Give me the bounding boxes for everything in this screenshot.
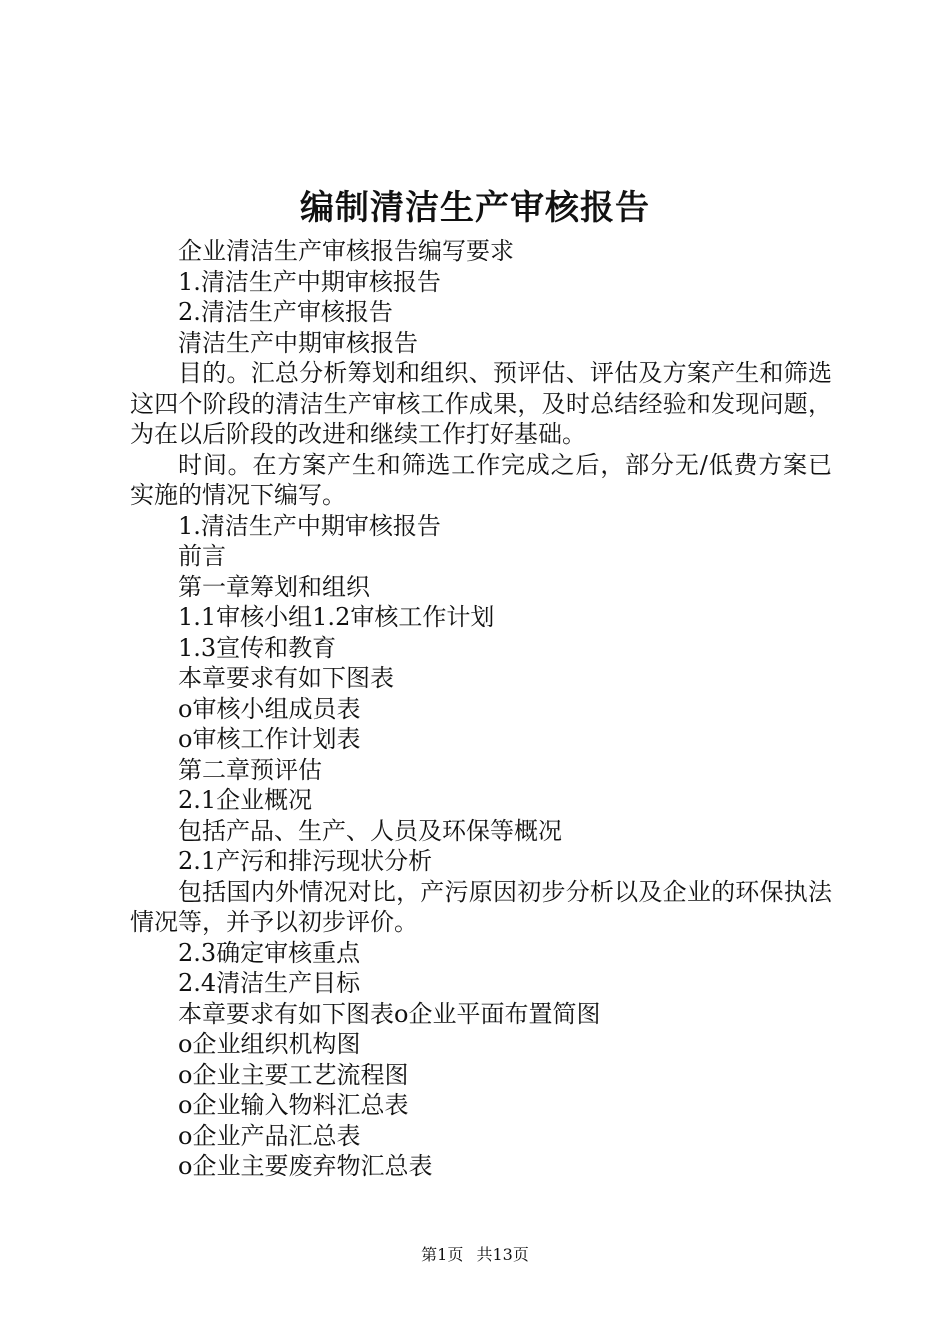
page-number: 第1页 — [421, 1245, 464, 1264]
paragraph: 2.1产污和排污现状分析 — [178, 847, 433, 875]
paragraph: 前言 — [178, 542, 226, 570]
paragraph: 1.1审核小组1.2审核工作计划 — [178, 603, 495, 631]
paragraph: 1.清洁生产中期审核报告 — [178, 511, 441, 540]
paragraph: 2.4清洁生产目标 — [178, 969, 361, 997]
paragraph: o企业主要废弃物汇总表 — [178, 1152, 433, 1180]
paragraph: o企业输入物料汇总表 — [178, 1091, 409, 1119]
paragraph: 本章要求有如下图表 — [178, 664, 394, 692]
paragraph: 包括产品、生产、人员及环保等概况 — [178, 816, 562, 845]
paragraph: 2.3确定审核重点 — [178, 938, 361, 967]
page-footer — [0, 1243, 950, 1267]
paragraph: 本章要求有如下图表o企业平面布置简图 — [178, 999, 601, 1028]
paragraph: 2.1企业概况 — [178, 786, 313, 814]
document-body — [130, 236, 832, 1182]
paragraph: 第一章筹划和组织 — [178, 572, 370, 601]
document-title: 编制清洁生产审核报告 — [300, 188, 650, 228]
paragraph: 第二章预评估 — [178, 755, 322, 784]
paragraph: o企业组织机构图 — [178, 1030, 361, 1058]
paragraph: 1.3宣传和教育 — [178, 633, 337, 662]
paragraph: 企业清洁生产审核报告编写要求 — [178, 237, 514, 265]
paragraph: 目的。汇总分析筹划和组织、预评估、评估及方案产生和筛选这四个阶段的清洁生产审核工作成果，及时总结经验和发现问题，为在以后阶段的改进和继续工作打好基础。 — [130, 359, 832, 448]
paragraph: 包括国内外情况对比，产污原因初步分析以及企业的环保执法情况等，并予以初步评价。 — [130, 877, 832, 936]
paragraph: 2.清洁生产审核报告 — [178, 298, 393, 326]
paragraph: 时间。在方案产生和筛选工作完成之后，部分无/低费方案已实施的情况下编写。 — [130, 450, 832, 509]
paragraph: o企业主要工艺流程图 — [178, 1060, 409, 1089]
paragraph: 清洁生产中期审核报告 — [178, 328, 418, 357]
paragraph: o企业产品汇总表 — [178, 1121, 361, 1150]
page-total: 共13页 — [476, 1245, 529, 1264]
paragraph: o审核工作计划表 — [178, 725, 361, 753]
paragraph: 1.清洁生产中期审核报告 — [178, 267, 441, 296]
paragraph: o审核小组成员表 — [178, 694, 361, 723]
